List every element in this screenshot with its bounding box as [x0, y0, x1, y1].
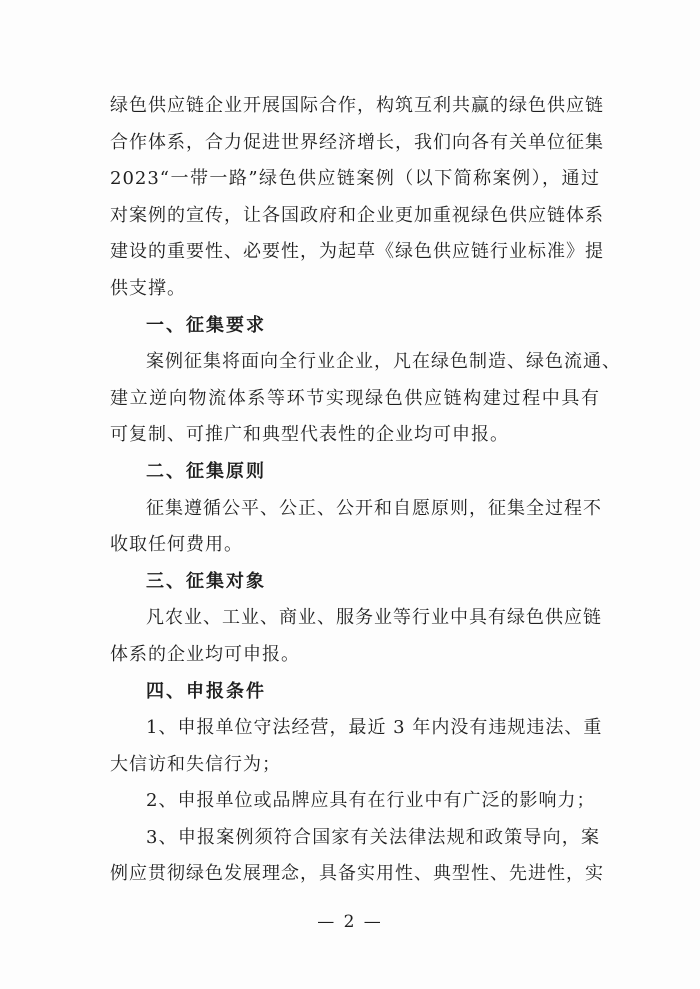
text-line: 例应贯彻绿色发展理念，具备实用性、典型性、先进性，实 — [110, 863, 604, 885]
text-line: 绿色供应链企业开展国际合作，构筑互利共赢的绿色供应链 — [110, 95, 604, 116]
text-line: 3、申报案例须符合国家有关法律法规和政策导向，案 — [146, 826, 600, 848]
text-line: 收取任何费用。 — [110, 534, 243, 556]
section-principles — [110, 454, 600, 564]
text-line: 凡农业、工业、商业、服务业等行业中具有绿色供应链 — [146, 607, 602, 629]
text-line: 2、申报单位或品牌应具有在行业中有广泛的影响力； — [146, 790, 596, 812]
text-line: 案例征集将面向全行业企业，凡在绿色制造、绿色流通、 — [146, 351, 621, 373]
text-line: 合作体系，合力促进世界经济增长，我们向各有关单位征集 — [110, 131, 604, 153]
condition-item — [110, 783, 600, 820]
text-line: 建立逆向物流体系等环节实现绿色供应链构建过程中具有 — [110, 387, 600, 409]
text-line: 可复制、可推广和典型代表性的企业均可申报。 — [110, 424, 509, 446]
section-heading: 二、征集原则 — [146, 460, 266, 482]
condition-item — [110, 710, 603, 783]
text-line: 对案例的宣传，让各国政府和企业更加重视绿色供应链体系 — [110, 204, 604, 226]
section-targets — [110, 564, 600, 674]
text-line: 供支撑。 — [110, 277, 186, 299]
section-conditions — [110, 674, 604, 894]
text-line: 建设的重要性、必要性，为起草《绿色供应链行业标准》提 — [110, 241, 604, 263]
document-body — [110, 88, 621, 893]
text-line: 征集遵循公平、公正、公开和自愿原则，征集全过程不 — [146, 497, 602, 519]
text-line: 大信访和失信行为； — [110, 753, 281, 775]
section-heading: 一、征集要求 — [146, 314, 266, 336]
text-line: 2023“一带一路”绿色供应链案例（以下简称案例），通过 — [110, 168, 600, 190]
condition-item — [110, 820, 604, 893]
text-line: 1、申报单位守法经营，最近 3 年内没有违规违法、重 — [146, 717, 603, 739]
section-heading: 四、申报条件 — [146, 680, 266, 702]
text-line: 体系的企业均可申报。 — [110, 643, 300, 665]
intro-paragraph — [110, 88, 604, 308]
section-requirements — [110, 308, 621, 454]
page-number: — 2 — — [317, 912, 383, 932]
section-heading: 三、征集对象 — [146, 570, 266, 592]
